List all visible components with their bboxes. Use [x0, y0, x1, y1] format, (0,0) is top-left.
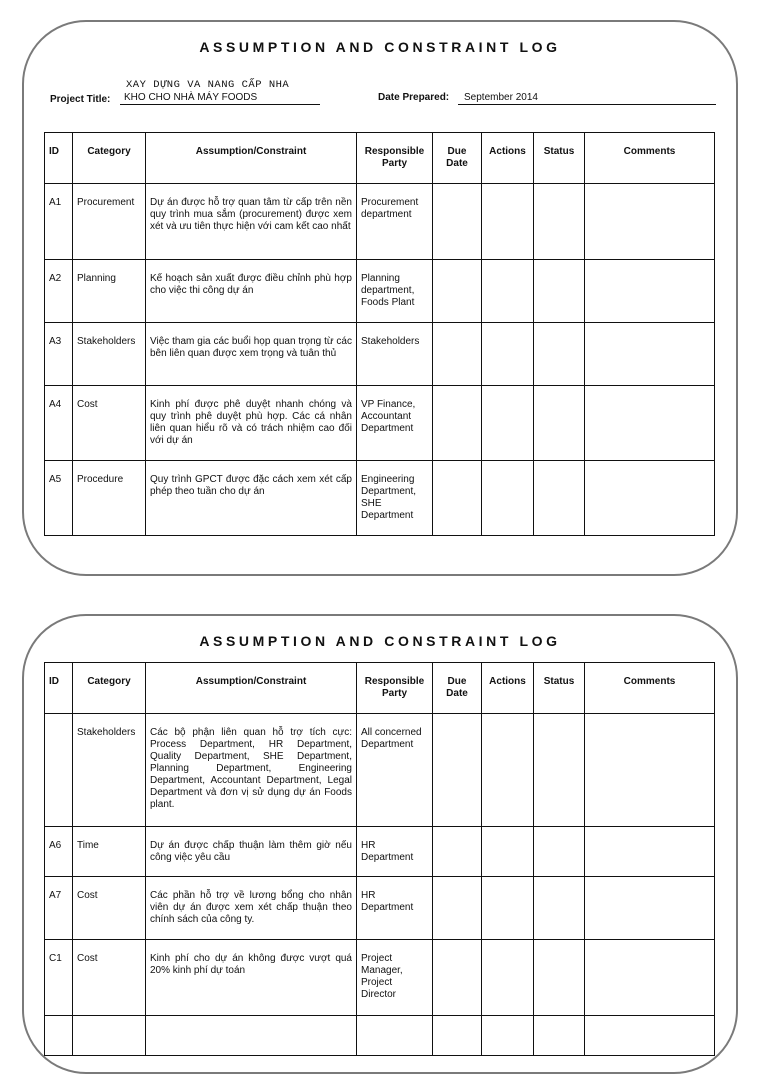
date-prepared-label: Date Prepared:	[378, 92, 450, 103]
cell-actions	[482, 877, 534, 940]
cell-status	[534, 323, 585, 386]
col-header-assumption: Assumption/Constraint	[146, 133, 357, 184]
date-prepared-value: September 2014	[458, 92, 716, 105]
cell-comments	[585, 1016, 715, 1056]
cell-due-date	[433, 714, 482, 827]
col-header-category: Category	[73, 133, 146, 184]
cell-actions	[482, 461, 534, 536]
col-header-assumption: Assumption/Constraint	[146, 663, 357, 714]
cell-comments	[585, 260, 715, 323]
cell-comments	[585, 184, 715, 260]
col-header-id: ID	[45, 663, 73, 714]
cell-actions	[482, 714, 534, 827]
cell-responsible-party: Project Manager, Project Director	[357, 940, 433, 1016]
cell-assumption: Kinh phí được phê duyệt nhanh chóng và quy trình phê duyệt phù hợp. Các cá nhân liên quan hiểu rõ và có trách nhiệm cao đối với dự án	[146, 386, 357, 461]
col-header-comments: Comments	[585, 133, 715, 184]
cell-id: A2	[45, 260, 73, 323]
cell-comments	[585, 714, 715, 827]
cell-responsible-party: Engineering Department, SHE Department	[357, 461, 433, 536]
cell-assumption: Các phần hỗ trợ về lương bổng cho nhân viên dự án được xem xét chấp thuận theo chính sách của công ty.	[146, 877, 357, 940]
cell-responsible-party: VP Finance, Accountant Department	[357, 386, 433, 461]
cell-id: A4	[45, 386, 73, 461]
cell-category: Cost	[73, 877, 146, 940]
cell-status	[534, 827, 585, 877]
cell-assumption: Việc tham gia các buổi họp quan trọng từ các bên liên quan được xem trọng và tuân thủ	[146, 323, 357, 386]
cell-responsible-party: All concerned Department	[357, 714, 433, 827]
table-row	[45, 323, 715, 386]
cell-id: A5	[45, 461, 73, 536]
cell-actions	[482, 827, 534, 877]
col-header-actions: Actions	[482, 663, 534, 714]
table-row	[45, 461, 715, 536]
cell-category: Stakeholders	[73, 714, 146, 827]
cell-id	[45, 714, 73, 827]
table-row	[45, 184, 715, 260]
cell-responsible-party: HR Department	[357, 827, 433, 877]
col-header-category: Category	[73, 663, 146, 714]
cell-category: Cost	[73, 386, 146, 461]
cell-id: A1	[45, 184, 73, 260]
col-header-due-date: Due Date	[433, 663, 482, 714]
cell-actions	[482, 184, 534, 260]
table-row	[45, 714, 715, 827]
log-table	[44, 662, 715, 1056]
project-title-label: Project Title:	[50, 94, 111, 105]
cell-due-date	[433, 184, 482, 260]
cell-due-date	[433, 1016, 482, 1056]
cell-category: Procedure	[73, 461, 146, 536]
col-header-responsible-party: Responsible Party	[357, 663, 433, 714]
cell-category: Time	[73, 827, 146, 877]
cell-status	[534, 260, 585, 323]
cell-comments	[585, 323, 715, 386]
cell-id: A3	[45, 323, 73, 386]
cell-status	[534, 184, 585, 260]
project-title-value-line1: XAY DỰNG VA NANG CẤP NHA	[126, 79, 290, 91]
cell-assumption: Kinh phí cho dự án không được vượt quá 20% kinh phí dự toán	[146, 940, 357, 1016]
cell-due-date	[433, 877, 482, 940]
cell-comments	[585, 461, 715, 536]
cell-status	[534, 877, 585, 940]
cell-actions	[482, 940, 534, 1016]
log-title: ASSUMPTION AND CONSTRAINT LOG	[199, 39, 561, 55]
cell-actions	[482, 260, 534, 323]
cell-comments	[585, 386, 715, 461]
col-header-status: Status	[534, 663, 585, 714]
col-header-id: ID	[45, 133, 73, 184]
cell-assumption: Kế hoạch sản xuất được điều chỉnh phù hợp cho việc thi công dự án	[146, 260, 357, 323]
table-row	[45, 877, 715, 940]
cell-responsible-party: HR Department	[357, 877, 433, 940]
cell-category: Procurement	[73, 184, 146, 260]
table-header-row	[45, 663, 715, 714]
cell-due-date	[433, 260, 482, 323]
cell-status	[534, 386, 585, 461]
cell-actions	[482, 323, 534, 386]
table-row	[45, 827, 715, 877]
cell-assumption: Dự án được hỗ trợ quan tâm từ cấp trên nền quy trình mua sắm (procurement) được xem xét và ưu tiên thực hiện với cam kết cao nhất	[146, 184, 357, 260]
cell-due-date	[433, 323, 482, 386]
cell-assumption: Các bộ phận liên quan hỗ trợ tích cực: Process Department, HR Department, Quality Department, SHE Department, Planning Department, Engineering Department, Accountant Department, Legal Department và đơn vị sử dụng dự án Foods plant.	[146, 714, 357, 827]
cell-category: Stakeholders	[73, 323, 146, 386]
cell-due-date	[433, 461, 482, 536]
col-header-actions: Actions	[482, 133, 534, 184]
cell-status	[534, 1016, 585, 1056]
cell-id: A7	[45, 877, 73, 940]
col-header-comments: Comments	[585, 663, 715, 714]
cell-due-date	[433, 827, 482, 877]
table-row	[45, 386, 715, 461]
table-row	[45, 1016, 715, 1056]
table-row	[45, 260, 715, 323]
cell-category: Cost	[73, 940, 146, 1016]
table-row	[45, 940, 715, 1016]
cell-responsible-party	[357, 1016, 433, 1056]
cell-comments	[585, 827, 715, 877]
cell-actions	[482, 1016, 534, 1056]
cell-category	[73, 1016, 146, 1056]
log-page-1	[22, 20, 738, 576]
col-header-due-date: Due Date	[433, 133, 482, 184]
cell-actions	[482, 386, 534, 461]
log-title: ASSUMPTION AND CONSTRAINT LOG	[199, 633, 561, 649]
col-header-responsible-party: Responsible Party	[357, 133, 433, 184]
log-table	[44, 132, 715, 536]
cell-category: Planning	[73, 260, 146, 323]
cell-status	[534, 714, 585, 827]
cell-id	[45, 1016, 73, 1056]
log-page-2	[22, 614, 738, 1074]
cell-id: C1	[45, 940, 73, 1016]
col-header-status: Status	[534, 133, 585, 184]
project-title-value-line2: KHO CHO NHÀ MÁY FOODS	[120, 92, 320, 105]
cell-responsible-party: Planning department, Foods Plant	[357, 260, 433, 323]
cell-id: A6	[45, 827, 73, 877]
cell-due-date	[433, 940, 482, 1016]
table-header-row	[45, 133, 715, 184]
cell-comments	[585, 940, 715, 1016]
cell-status	[534, 461, 585, 536]
cell-responsible-party: Procurement department	[357, 184, 433, 260]
cell-assumption: Quy trình GPCT được đặc cách xem xét cấp phép theo tuần cho dự án	[146, 461, 357, 536]
cell-comments	[585, 877, 715, 940]
cell-responsible-party: Stakeholders	[357, 323, 433, 386]
cell-status	[534, 940, 585, 1016]
cell-assumption	[146, 1016, 357, 1056]
cell-due-date	[433, 386, 482, 461]
cell-assumption: Dự án được chấp thuận làm thêm giờ nếu công việc yêu cầu	[146, 827, 357, 877]
